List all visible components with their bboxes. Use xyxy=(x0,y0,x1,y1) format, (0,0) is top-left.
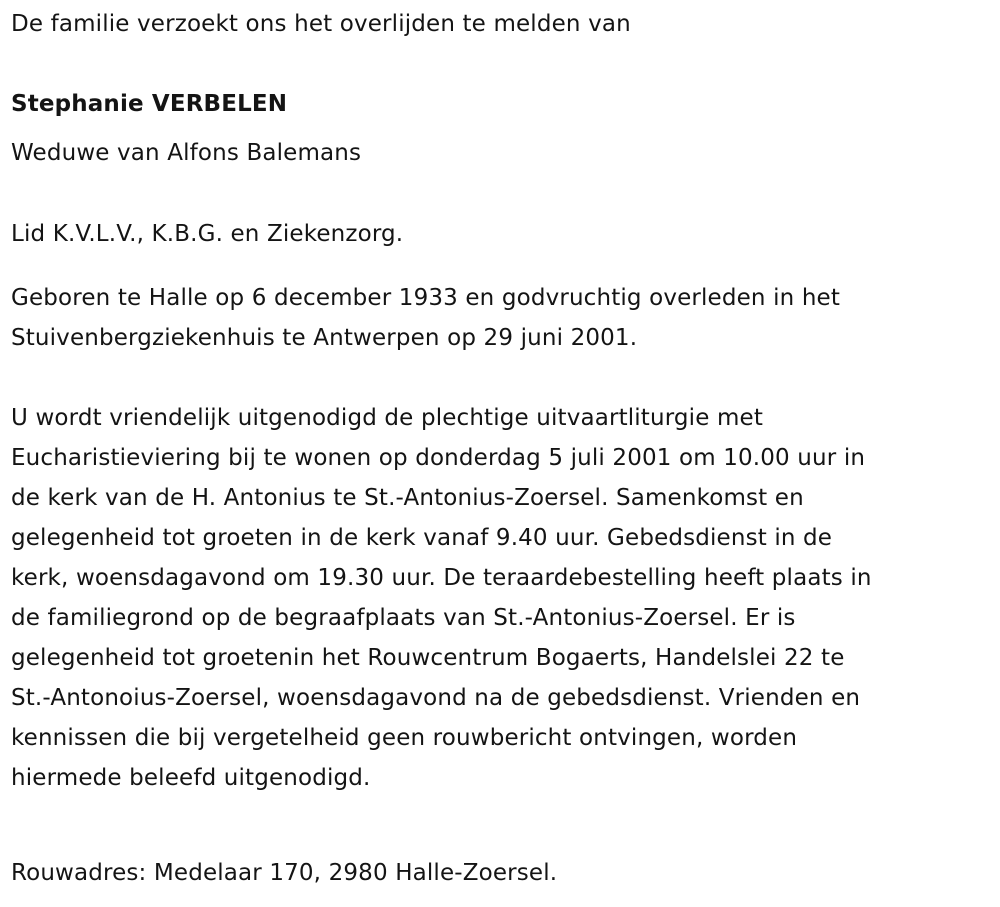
paragraph-line: de kerk van de H. Antonius te St.-Antonius-Zoersel. Samenkomst en xyxy=(11,485,804,511)
paragraph-line: Stuivenbergziekenhuis te Antwerpen op 29 juni 2001. xyxy=(11,325,638,351)
paragraph-line: hiermede beleefd uitgenodigd. xyxy=(11,765,371,791)
membership-text: Lid K.V.L.V., K.B.G. en Ziekenzorg. xyxy=(11,221,404,247)
paragraph-line: Geboren te Halle op 6 december 1933 en godvruchtig overleden in het xyxy=(11,285,841,311)
paragraph-line: de familiegrond op de begraafplaats van St.-Antonius-Zoersel. Er is xyxy=(11,605,796,631)
birth-death-paragraph xyxy=(11,278,996,358)
paragraph-line: kerk, woensdagavond om 19.30 uur. De teraardebestelling heeft plaats in xyxy=(11,565,872,591)
mourning-address: Rouwadres: Medelaar 170, 2980 Halle-Zoersel. xyxy=(11,860,558,886)
deceased-relation: Weduwe van Alfons Balemans xyxy=(11,140,362,166)
funeral-paragraph xyxy=(11,398,996,798)
paragraph-line: gelegenheid tot groetenin het Rouwcentrum Bogaerts, Handelslei 22 te xyxy=(11,645,845,671)
paragraph-line: kennissen die bij vergetelheid geen rouwbericht ontvingen, worden xyxy=(11,725,798,751)
paragraph-line: Eucharistieviering bij te wonen op donderdag 5 juli 2001 om 10.00 uur in xyxy=(11,445,866,471)
deceased-name: Stephanie VERBELEN xyxy=(11,91,288,117)
intro-text: De familie verzoekt ons het overlijden te melden van xyxy=(11,11,631,37)
paragraph-line: U wordt vriendelijk uitgenodigd de plechtige uitvaartliturgie met xyxy=(11,405,763,431)
paragraph-line: St.-Antonoius-Zoersel, woensdagavond na de gebedsdienst. Vrienden en xyxy=(11,685,861,711)
paragraph-line: gelegenheid tot groeten in de kerk vanaf 9.40 uur. Gebedsdienst in de xyxy=(11,525,833,551)
